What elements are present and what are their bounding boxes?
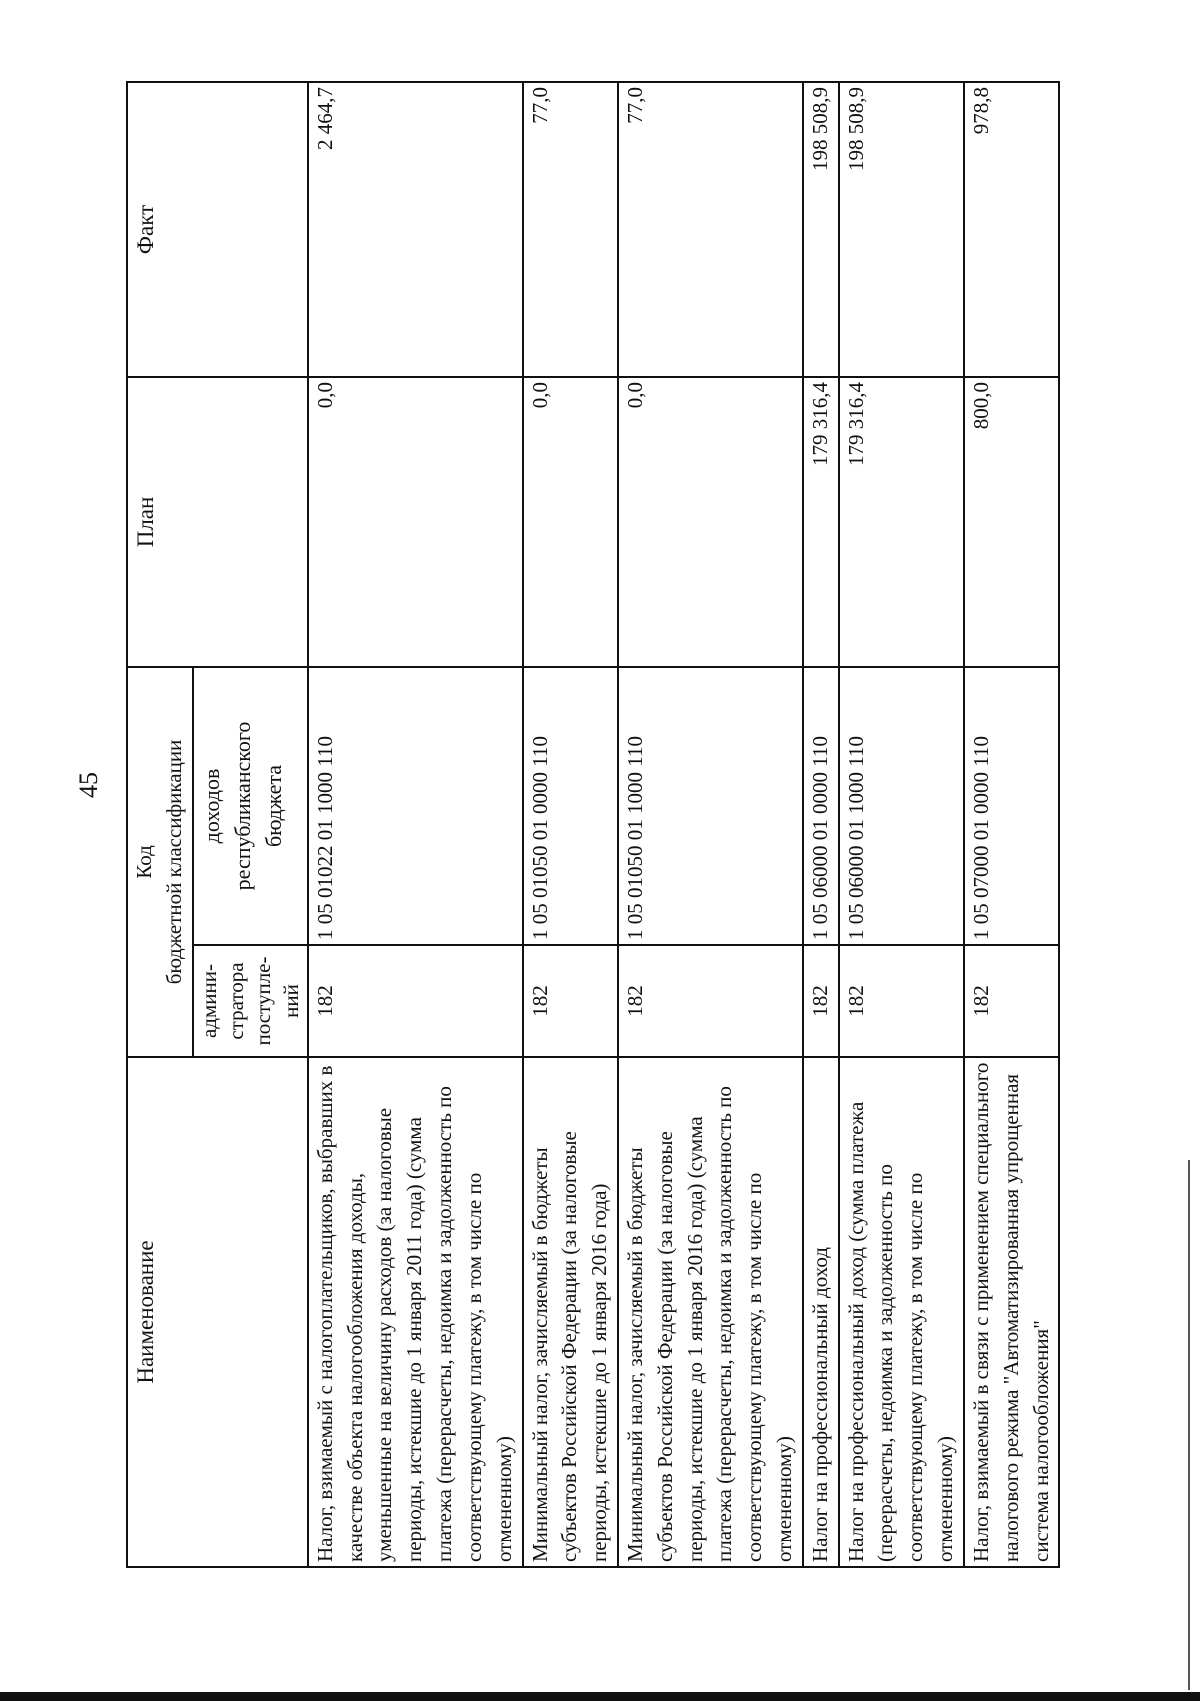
row-income-code: 1 05 01050 01 0000 110 xyxy=(523,667,618,945)
header-admin-line3: поступле- xyxy=(251,956,276,1046)
header-admin-line2: стратора xyxy=(223,962,248,1040)
scan-bottom-band xyxy=(0,1692,1200,1701)
row-admin-code: 182 xyxy=(803,945,839,1057)
table-row xyxy=(523,82,618,1567)
header-income-line1: доходов xyxy=(198,768,224,844)
row-admin-code: 182 xyxy=(618,945,803,1057)
row-name: Минимальный налог, зачисляемый в бюджеты субъектов Российской Федерации (за налоговые периоды, истекшие до 1 января 2016 года) (сумма платежа (перерасчеты, недоимка и задолженность по соответствующему платежу, в том числе по отмененному) xyxy=(618,1057,803,1567)
row-admin-code: 182 xyxy=(839,945,964,1057)
row-name: Налог, взимаемый с налогоплательщиков, выбравших в качестве объекта налогообложения доходы, уменьшенные на величину расходов (за налоговые периоды, истекшие до 1 января 2011 года) (сумма платежа (перерасчеты, недоимка и задолженность по соответствующему платежу, в том числе по отмененному) xyxy=(308,1057,523,1567)
table-row xyxy=(803,82,839,1567)
row-fact: 978,8 xyxy=(964,82,1059,377)
header-income-line2: республиканского xyxy=(229,721,255,891)
row-plan: 179 316,4 xyxy=(839,377,964,667)
rotated-page-content xyxy=(126,83,1051,1568)
row-name: Налог на профессиональный доход xyxy=(803,1057,839,1567)
row-plan: 0,0 xyxy=(618,377,803,667)
table-row xyxy=(839,82,964,1567)
row-admin-code: 182 xyxy=(964,945,1059,1057)
header-plan: План xyxy=(127,377,308,667)
header-admin-line4: ний xyxy=(278,984,303,1018)
row-admin-code: 182 xyxy=(308,945,523,1057)
header-code xyxy=(127,667,193,1057)
row-name: Минимальный налог, зачисляемый в бюджеты субъектов Российской Федерации (за налоговые периоды, истекшие до 1 января 2016 года) xyxy=(523,1057,618,1567)
table-row xyxy=(308,82,523,1567)
row-name: Налог на профессиональный доход (сумма платежа (перерасчеты, недоимка и задолженность по соответствующему платежу, в том числе по отмененному) xyxy=(839,1057,964,1567)
header-fact: Факт xyxy=(127,82,308,377)
row-fact: 198 508,9 xyxy=(803,82,839,377)
row-income-code: 1 05 01022 01 1000 110 xyxy=(308,667,523,945)
table-row xyxy=(618,82,803,1567)
row-income-code: 1 05 07000 01 0000 110 xyxy=(964,667,1059,945)
row-fact: 77,0 xyxy=(618,82,803,377)
row-name: Налог, взимаемый в связи с применением специального налогового режима "Автоматизированная упрощенная система налогообложения" xyxy=(964,1057,1059,1567)
header-name: Наименование xyxy=(127,1057,308,1567)
header-income xyxy=(193,667,308,945)
budget-table xyxy=(126,81,1060,1568)
row-income-code: 1 05 06000 01 0000 110 xyxy=(803,667,839,945)
header-row xyxy=(127,82,193,1567)
header-admin-line1: админи- xyxy=(196,964,221,1039)
row-admin-code: 182 xyxy=(523,945,618,1057)
scan-edge-line xyxy=(1188,1160,1190,1690)
row-plan: 179 316,4 xyxy=(803,377,839,667)
row-fact: 2 464,7 xyxy=(308,82,523,377)
row-income-code: 1 05 01050 01 1000 110 xyxy=(618,667,803,945)
header-income-line3: бюджета xyxy=(261,764,287,848)
row-income-code: 1 05 06000 01 1000 110 xyxy=(839,667,964,945)
row-fact: 77,0 xyxy=(523,82,618,377)
row-plan: 0,0 xyxy=(523,377,618,667)
row-plan: 0,0 xyxy=(308,377,523,667)
header-admin xyxy=(193,945,308,1057)
row-fact: 198 508,9 xyxy=(839,82,964,377)
page-number: 45 xyxy=(74,772,103,798)
row-plan: 800,0 xyxy=(964,377,1059,667)
header-code-line1: Код xyxy=(132,845,156,879)
table-row xyxy=(964,82,1059,1567)
header-code-line2: бюджетной классификации xyxy=(161,739,186,985)
